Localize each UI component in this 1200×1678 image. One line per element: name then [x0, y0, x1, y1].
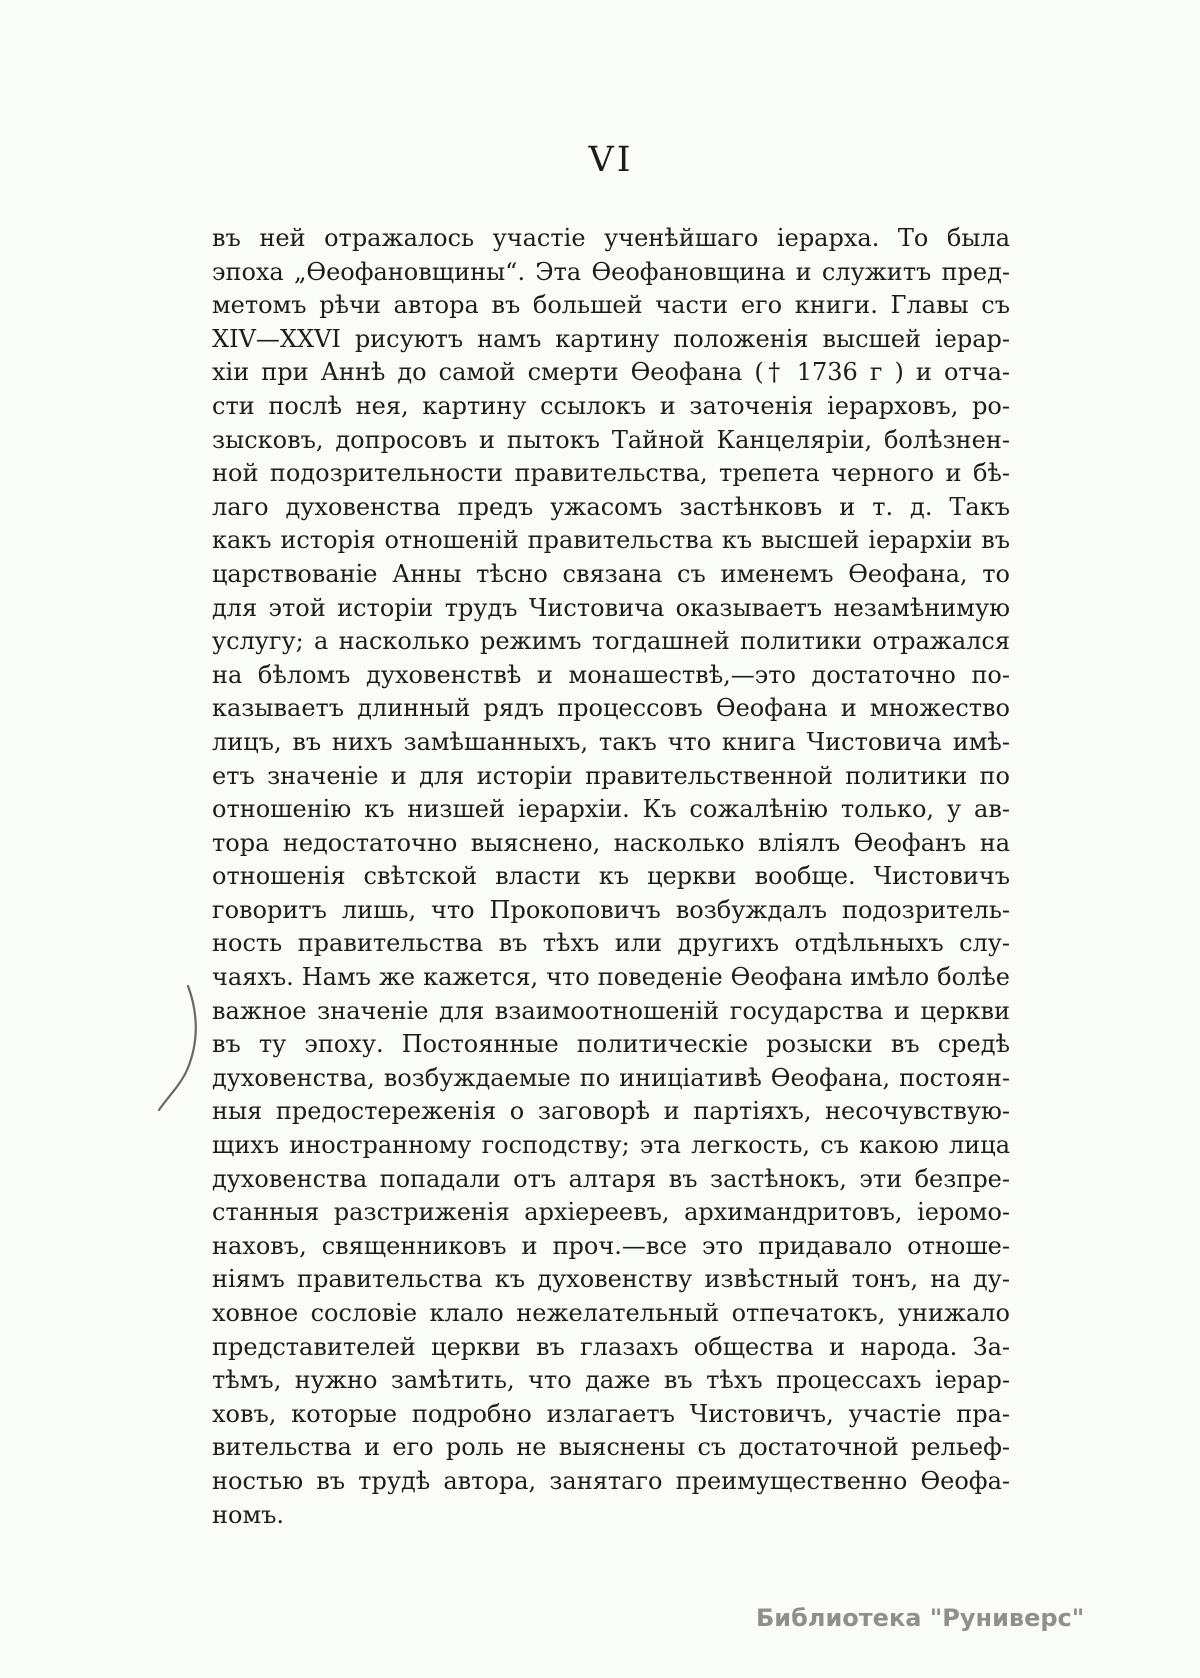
text-line: какъ исторія отношеній правительства къ высшей іерархіи въ: [212, 526, 1010, 555]
text-line: царствованіе Анны тѣсно связана съ именемъ Ѳеофана, то: [212, 559, 1010, 588]
text-line: важное значеніе для взаимоотношеній государства и церкви: [212, 996, 1010, 1025]
text-line: щихъ иностранному господству; эта легкость, съ какою лица: [212, 1131, 1010, 1160]
text-line: представителей церкви въ глазахъ общества и народа. За-: [212, 1332, 1010, 1361]
text-line: тора недостаточно выяснено, насколько вліялъ Ѳеофанъ на: [212, 828, 1010, 857]
text-line: номъ.: [212, 1500, 285, 1529]
text-line: духовенства, возбуждаемые по иниціативѣ Ѳеофана, постоян-: [212, 1063, 1010, 1092]
text-line: XIV—XXVI рисуютъ намъ картину положенія высшей іерар-: [212, 324, 1010, 353]
text-line: ховное сословіе клало нежелательный отпечатокъ, унижало: [212, 1299, 1010, 1327]
text-line: отношенію къ низшей іерархіи. Къ сожалѣнію только, у ав-: [212, 795, 1010, 824]
text-line: ностью въ трудѣ автора, занятаго преимущественно Ѳеофа-: [212, 1466, 1010, 1495]
text-line: отношенія свѣтской власти къ церкви вообще. Чистовичъ: [212, 862, 1010, 891]
text-line: въ ней отражалось участіе ученѣйшаго іерарха. То была: [212, 224, 1010, 252]
text-line: казываетъ длинный рядъ процессовъ Ѳеофана и множество: [212, 694, 1010, 723]
text-line: лаго духовенства предъ ужасомъ застѣнковъ и т. д. Такъ: [212, 492, 1010, 521]
text-line: хіи при Аннѣ до самой смерти Ѳеофана († 1736 г ) и отча-: [212, 358, 1010, 387]
library-watermark: Библиотека "Руниверс": [756, 1604, 1085, 1632]
body-text: [212, 222, 1010, 1532]
text-line: тѣмъ, нужно замѣтить, что даже въ тѣхъ процессахъ іерар-: [212, 1366, 1010, 1395]
text-line: чаяхъ. Намъ же кажется, что поведеніе Ѳеофана имѣло болѣе: [212, 963, 1010, 992]
text-line: ховъ, которые подробно излагаетъ Чистовичъ, участіе пра-: [212, 1399, 1010, 1428]
margin-pencil-mark: [150, 976, 210, 1126]
text-line: ныя предостереженія о заговорѣ и партіяхъ, несочувствую-: [212, 1097, 1010, 1126]
text-line: сти послѣ нея, картину ссылокъ и заточенія іерарховъ, ро-: [212, 391, 1010, 420]
text-line: метомъ рѣчи автора въ большей части его книги. Главы съ: [212, 291, 1010, 320]
text-line: ной подозрительности правительства, трепета черного и бѣ-: [212, 459, 1010, 488]
text-line: на бѣломъ духовенствѣ и монашествѣ,—это достаточно по-: [212, 660, 1010, 689]
text-line: духовенства попадали отъ алтаря въ застѣнокъ, эти безпре-: [212, 1164, 1010, 1193]
text-line: наховъ, священниковъ и проч.—все это придавало отноше-: [212, 1231, 1010, 1260]
text-line: зысковъ, допросовъ и пытокъ Тайной Канцеляріи, болѣзнен-: [212, 425, 1010, 454]
page-number: VI: [588, 140, 634, 180]
text-line: говоритъ лишь, что Прокоповичъ возбуждалъ подозритель-: [212, 895, 1010, 924]
text-line: въ ту эпоху. Постоянные политическіе розыски въ средѣ: [212, 1030, 1010, 1059]
text-line: станныя разстриженія архіереевъ, архимандритовъ, іеромо-: [212, 1198, 1010, 1227]
text-line: ность правительства въ тѣхъ или другихъ отдѣльныхъ слу-: [212, 929, 1010, 958]
text-line: етъ значеніе и для исторіи правительственной политики по: [212, 761, 1010, 790]
text-line: вительства и его роль не выяснены съ достаточной рельеф-: [212, 1433, 1010, 1462]
text-line: лицъ, въ нихъ замѣшанныхъ, такъ что книга Чистовича имѣ-: [212, 727, 1010, 756]
text-line: для этой исторіи трудъ Чистовича оказываетъ незамѣнимую: [212, 593, 1010, 622]
text-line: эпоха „Ѳеофановщины“. Эта Ѳеофановщина и служитъ пред-: [212, 257, 1010, 286]
text-line: ніямъ правительства къ духовенству извѣстный тонъ, на ду-: [212, 1265, 1010, 1294]
text-line: услугу; а насколько режимъ тогдашней политики отражался: [212, 627, 1010, 656]
